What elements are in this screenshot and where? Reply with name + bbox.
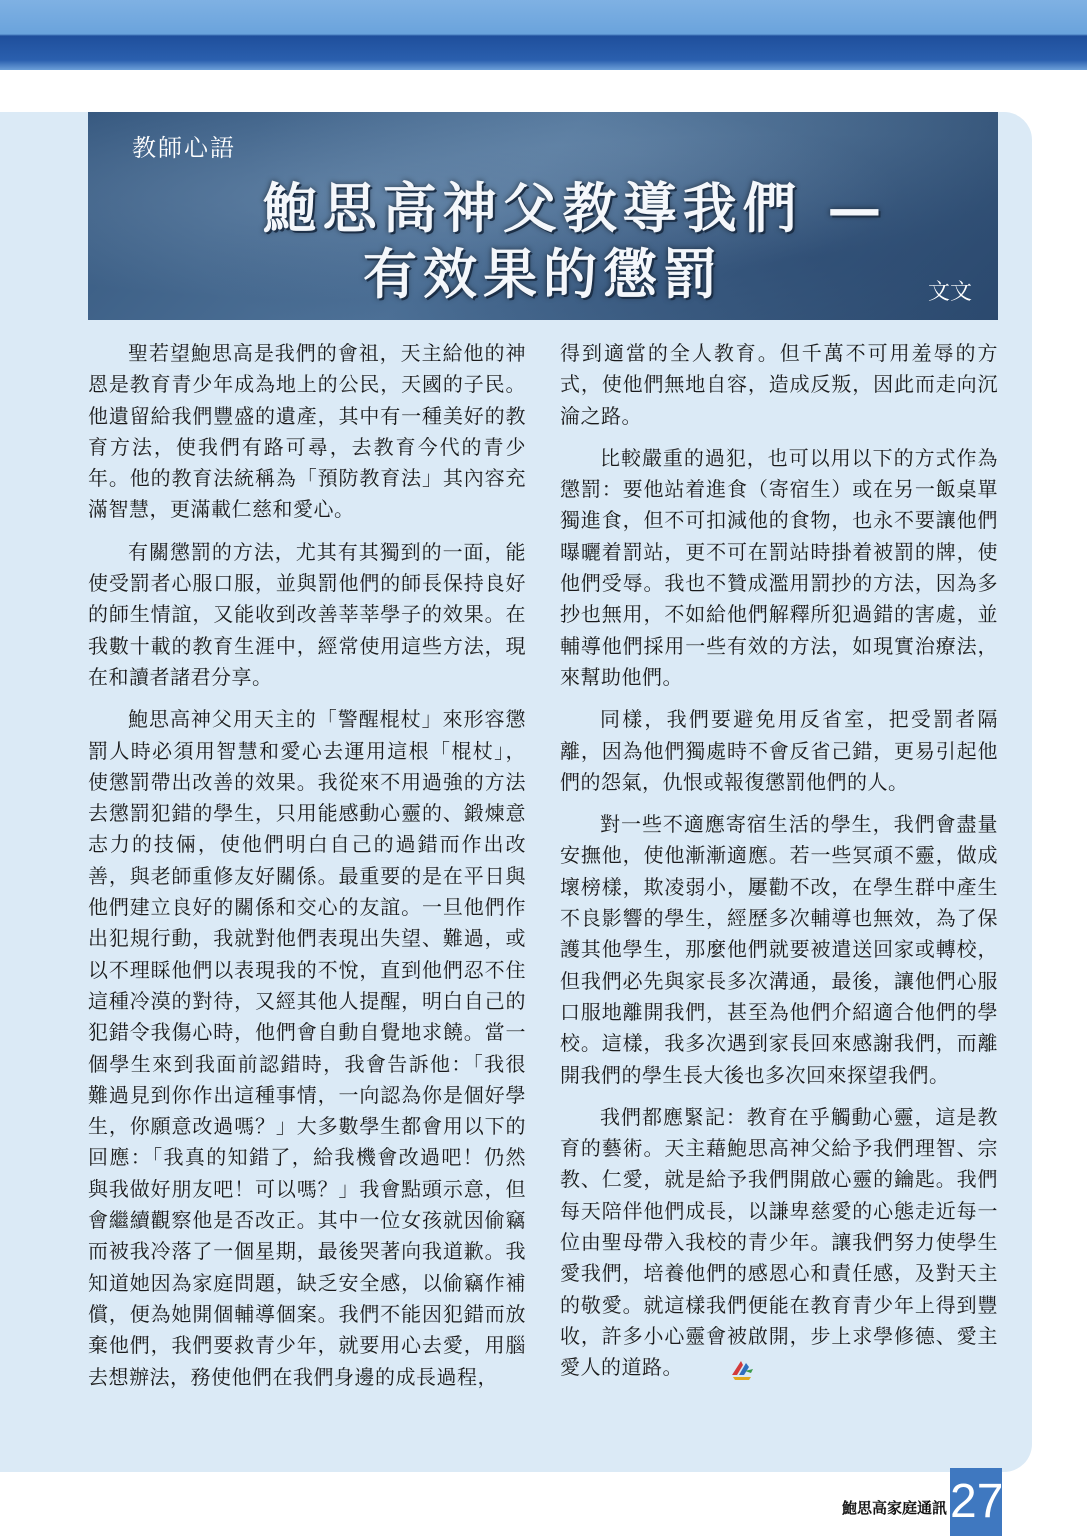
paragraph: 比較嚴重的過犯，也可以用以下的方式作為懲罰：要他站着進食（寄宿生）或在另一飯桌單獨進食，但不可扣減他的食物，也永不要讓他們曝曬着罰站，更不可在罰站時掛着被罰的牌，使他們受辱。我也不贊成濫用罰抄的方法，因為多抄也無用，不如給他們解釋所犯過錯的害處，並輔導他們採用一些有效的方法，如現實治療法，來幫助他們。 [560,445,998,689]
article-title-line-2: 有效果的懲罰 [363,242,723,306]
top-color-band [0,0,1087,70]
author-name: 文文 [927,280,972,305]
paragraph: 對一些不適應寄宿生活的學生，我們會盡量安撫他，使他漸漸適應。若一些冥頑不靈，做成壞榜樣，欺凌弱小，屢勸不改，在學生群中產生不良影響的學生，經歷多次輔導也無效，為了保護其他學生，那麼他們就要被遣送回家或轉校，但我們必先與家長多次溝通，最後，讓他們心服口服地離開我們，甚至為他們介紹適合他們的學校。這樣，我多次遇到家長回來感謝我們，而離開我們的學生長大後也多次回來探望我們。 [560,812,998,1087]
page-number: 27 [950,1468,1002,1536]
title-banner [88,112,998,320]
paragraph-text: 我們都應緊記：教育在乎觸動心靈，這是教育的藝術。天主藉鮑思高神父給予我們理智、宗教、仁愛，就是給予我們開啟心靈的鑰匙。我們每天陪伴他們成長，以謙卑慈愛的心態走近每一位由聖母帶入我校的青少年。讓我們努力使學生愛我們，培養他們的感恩心和責任感，及對天主的敬愛。就這樣我們便能在教育青少年上得到豐收，許多小心靈會被啟開，步上求學修德、愛主愛人的道路。 [560,1104,998,1380]
paragraph: 鮑思高神父用天主的「警醒棍杖」來形容懲罰人時必須用智慧和愛心去運用這根「棍杖」，使懲罰帶出改善的效果。我從來不用過強的方法去懲罰犯錯的學生，只用能感動心靈的、鍛煉意志力的技倆，使他們明白自己的過錯而作出改善，與老師重修友好關係。最重要的是在平日與他們建立良好的關係和交心的友誼。一旦他們作出犯規行動，我就對他們表現出失望、難過，或以不理睬他們以表現我的不悅，直到他們忍不住這種冷漠的對待，又經其他人提醒，明白自己的犯錯令我傷心時，他們會自動自覺地求饒。當一個學生來到我面前認錯時，我會告訴他：「我很難過見到你作出這種事情，一向認為你是個好學生，你願意改過嗎？」大多數學生都會用以下的回應：「我真的知錯了，給我機會改過吧！仍然與我做好朋友吧！可以嗎？」我會點頭示意，但會繼續觀察他是否改正。其中一位女孩就因偷竊而被我冷落了一個星期，最後哭著向我道歉。我知道她因為家庭問題，缺乏安全感，以偷竊作補償，便為她開個輔導個案。我們不能因犯錯而放棄他們，我們要救青少年，就要用心去愛，用腦去想辦法，務使他們在我們身邊的成長過程， [88,707,526,1389]
paragraph: 同樣，我們要避免用反省室，把受罰者隔離，因為他們獨處時不會反省己錯，更易引起他們的怨氣，仇恨或報復懲罰他們的人。 [560,707,998,794]
section-label: 教師心語 [132,134,236,162]
right-column [560,338,998,1395]
last-paragraph [560,1102,998,1384]
salesian-logo-icon [689,1357,715,1381]
publication-name: 鮑思高家庭通訊 [842,1499,948,1517]
paragraph: 得到適當的全人教育。但千萬不可用羞辱的方式，使他們無地自容，造成反叛，因此而走向沉淪之路。 [560,341,998,428]
article-title-line-1: 鮑思高神父教導我們 — [262,176,888,240]
paragraph: 有關懲罰的方法，尤其有其獨到的一面，能使受罰者心服口服，並與罰他們的師長保持良好的師生情誼，又能收到改善莘莘學子的效果。在我數十載的教育生涯中，經常使用這些方法，現在和讀者諸君分享。 [88,539,526,689]
paragraph: 聖若望鮑思高是我們的會祖，天主給他的神恩是教育青少年成為地上的公民，天國的子民。他遺留給我們豐盛的遺產，其中有一種美好的教育方法，使我們有路可尋，去教育今代的青少年。他的教育法統稱為「預防教育法」其內容充滿智慧，更滿載仁慈和愛心。 [88,341,526,522]
left-column [88,338,526,1404]
